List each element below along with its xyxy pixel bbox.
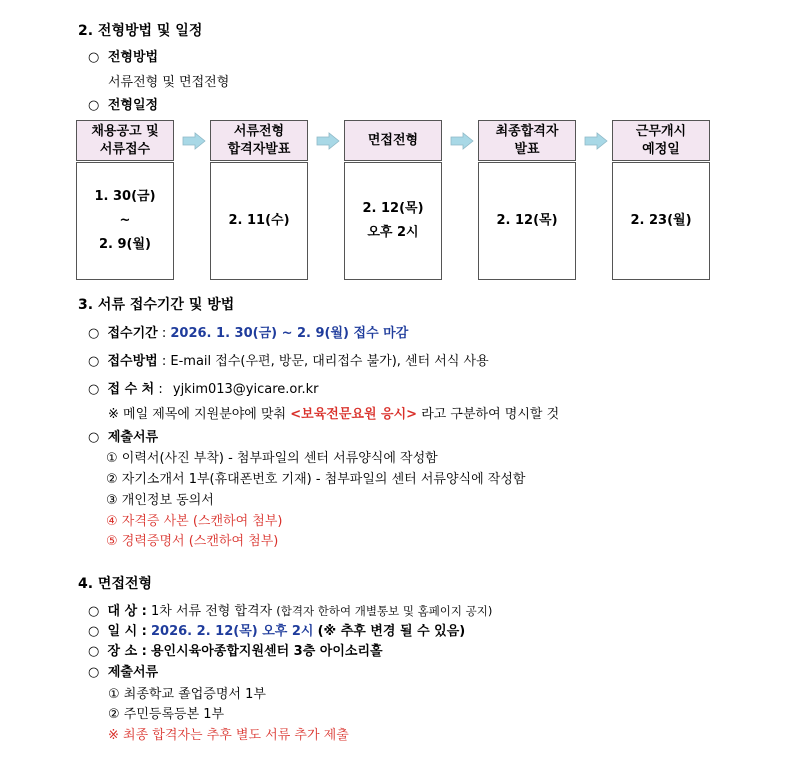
submit-method-label: 접수방법 bbox=[107, 354, 158, 369]
submit-method-row: ○ 접수방법 : E-mail 접수(우편, 방문, 대리접수 불가), 센터 서식 사용 bbox=[88, 354, 489, 369]
step-header-line: 합격자발표 bbox=[227, 141, 291, 157]
bullet-icon: ○ bbox=[88, 326, 100, 341]
bullet-icon: ○ bbox=[88, 665, 100, 680]
mail-note bbox=[108, 403, 559, 422]
doc-item: ③ 개인정보 동의서 bbox=[106, 493, 214, 508]
schedule-step-header bbox=[612, 120, 710, 161]
docs-row bbox=[88, 426, 158, 445]
step-header-line: 서류접수 bbox=[99, 141, 151, 157]
step-header-line: 서류전형 bbox=[233, 123, 285, 139]
step-header-line: 채용공고 및 bbox=[91, 123, 159, 139]
place-value: 용인시육아종합지원센터 3층 아이소리홀 bbox=[151, 644, 383, 659]
bullet-icon: ○ bbox=[88, 354, 100, 369]
step-header-line: 최종합격자 bbox=[495, 123, 559, 139]
doc-item: ④ 자격증 사본 (스캔하여 첨부) bbox=[106, 514, 283, 529]
step-header-line: 면접전형 bbox=[367, 132, 419, 148]
bullet-icon: ○ bbox=[88, 50, 100, 65]
submit-method-value: E-mail 접수(우편, 방문, 대리접수 불가), 센터 서식 사용 bbox=[170, 354, 489, 369]
section2-title: 2. 전형방법 및 일정 bbox=[78, 23, 203, 39]
bullet-icon: ○ bbox=[88, 644, 100, 659]
step-date-line: 2. 12(목) bbox=[362, 201, 424, 216]
place-row bbox=[88, 640, 383, 659]
method-row bbox=[88, 46, 158, 65]
period-row: ○ 접수기간 : 2026. 1. 30(금) ~ 2. 9(월) 접수 마감 bbox=[88, 326, 409, 341]
date-note: (※ 추후 변경 될 수 있음) bbox=[317, 624, 466, 639]
target-row bbox=[88, 600, 492, 619]
period-value: 2026. 1. 30(금) ~ 2. 9(월) 접수 마감 bbox=[170, 326, 409, 341]
step-header-line: 근무개시 bbox=[635, 123, 687, 139]
schedule-step-header bbox=[344, 120, 442, 161]
schedule-row bbox=[88, 94, 158, 113]
docs-label: 제출서류 bbox=[107, 430, 159, 445]
target-label: 대 상 : bbox=[107, 604, 147, 619]
docs4-label: 제출서류 bbox=[107, 665, 159, 680]
mail-note-suffix: 라고 구분하여 명시할 것 bbox=[421, 407, 560, 422]
doc-item: ⑤ 경력증명서 (스캔하여 첨부) bbox=[106, 534, 279, 549]
schedule-step-date bbox=[478, 162, 576, 280]
period-label: 접수기간 bbox=[107, 326, 158, 341]
step-date-line: 2. 9(월) bbox=[99, 237, 151, 252]
date-label: 일 시 : bbox=[107, 624, 147, 639]
schedule-label: 전형일정 bbox=[107, 98, 159, 113]
schedule-step-header bbox=[210, 120, 308, 161]
bullet-icon: ○ bbox=[88, 624, 100, 639]
bullet-icon: ○ bbox=[88, 98, 100, 113]
bullet-icon: ○ bbox=[88, 430, 100, 445]
bullet-icon: ○ bbox=[88, 382, 100, 397]
step-date-line: 2. 23(월) bbox=[630, 213, 692, 228]
section4-title: 4. 면접전형 bbox=[78, 576, 153, 592]
dest-label: 접 수 처 bbox=[107, 382, 155, 397]
step-date-line: 오후 2시 bbox=[367, 225, 419, 240]
dest-row: ○ 접 수 처 : yjkim013@yicare.or.kr bbox=[88, 382, 319, 397]
target-value: 1차 서류 전형 합격자 bbox=[151, 604, 273, 619]
target-note: (합격자 한하여 개별통보 및 홈페이지 공지) bbox=[276, 604, 493, 618]
flow-arrow-icon bbox=[450, 132, 474, 150]
step-header-line: 예정일 bbox=[642, 141, 680, 157]
step-date-line: 2. 11(수) bbox=[228, 213, 290, 228]
docs4-row bbox=[88, 661, 158, 680]
doc-item: ① 이력서(사진 부착) - 첨부파일의 센터 서류양식에 작성함 bbox=[106, 451, 438, 466]
schedule-step-date bbox=[612, 162, 710, 280]
step-header-line: 발표 bbox=[514, 141, 540, 157]
schedule-step-date bbox=[76, 162, 174, 280]
place-label: 장 소 : bbox=[107, 644, 147, 659]
flow-arrow-icon bbox=[316, 132, 340, 150]
step-date-line: ~ bbox=[119, 213, 131, 228]
step-date-line: 2. 12(목) bbox=[496, 213, 558, 228]
flow-arrow-icon bbox=[182, 132, 206, 150]
mail-note-highlight: <보육전문요원 응시> bbox=[290, 407, 418, 422]
date-value: 2026. 2. 12(목) 오후 2시 bbox=[151, 624, 314, 639]
docs4-item: ① 최종학교 졸업증명서 1부 bbox=[108, 687, 266, 702]
bullet-icon: ○ bbox=[88, 604, 100, 619]
doc-item: ② 자기소개서 1부(휴대폰번호 기재) - 첨부파일의 센터 서류양식에 작성함 bbox=[106, 472, 526, 487]
schedule-step-date bbox=[210, 162, 308, 280]
mail-note-prefix: ※ 메일 제목에 지원분야에 맞춰 bbox=[108, 407, 287, 422]
method-text: 서류전형 및 면접전형 bbox=[108, 75, 230, 90]
schedule-step-header bbox=[478, 120, 576, 161]
docs4-item: ② 주민등록등본 1부 bbox=[108, 707, 225, 722]
method-label: 전형방법 bbox=[107, 50, 159, 65]
section3-title: 3. 서류 접수기간 및 방법 bbox=[78, 297, 235, 313]
schedule-step-date bbox=[344, 162, 442, 280]
schedule-step-header bbox=[76, 120, 174, 161]
dest-email-link[interactable]: yjkim013@yicare.or.kr bbox=[172, 382, 319, 397]
step-date-line: 1. 30(금) bbox=[94, 189, 156, 204]
final-note: ※ 최종 합격자는 추후 별도 서류 추가 제출 bbox=[108, 728, 349, 743]
date-row bbox=[88, 620, 465, 639]
flow-arrow-icon bbox=[584, 132, 608, 150]
